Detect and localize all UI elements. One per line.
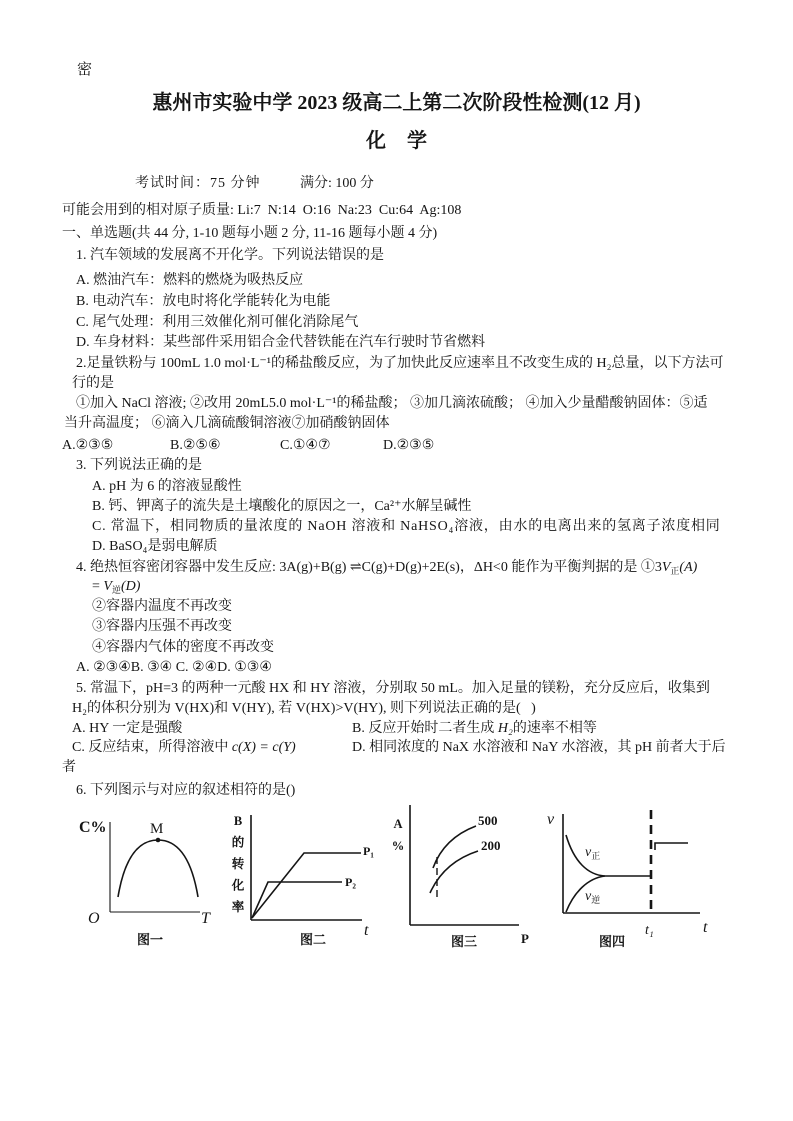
seal-text: 密 (77, 62, 93, 78)
figure-4 (547, 810, 708, 949)
q4-stem-text: 4. 绝热恒容密闭容器中发生反应: 3A(g)+B(g) ⇌C(g)+D(g)+2E(s)，ΔH<0 能作为平衡判据的是 (76, 560, 641, 575)
fig3-x-label: P (521, 931, 529, 946)
q4-item-2-text: ②容器内温度不再改变 (92, 599, 232, 614)
q4-item-1-rate-symbol-2: V (103, 579, 112, 594)
q3-option-c (92, 519, 721, 535)
subject-title-text: 化 学 (366, 130, 427, 152)
full-score-text: 满分: 100 分 (300, 176, 374, 191)
figure-1 (79, 819, 211, 947)
q5-option-d-text-end: 者 (62, 760, 76, 775)
q4-item-1-equals: = (92, 579, 104, 594)
vertical-label-char: B (233, 814, 243, 828)
q2-option-d-text: D.②③⑤ (383, 438, 435, 453)
q4-item-4-text: ④容器内气体的密度不再改变 (92, 640, 274, 655)
fig2-x-label: t (364, 922, 369, 939)
q1-option-a-text: A. 燃油汽车：燃料的燃烧为吸热反应 (76, 273, 304, 288)
full-score (300, 176, 374, 192)
q3-option-c-text: C. 常温下，相同物质的量浓度的 NaOH 溶液和 NaHSO₄溶液，由水的电离出来的氢离子浓度相同 (92, 519, 721, 534)
q1-option-d-text: D. 车身材料：某些部件采用铝合金代替铁能在汽车行驶时节省燃料 (76, 335, 486, 350)
fig1-peak-dot (156, 838, 161, 843)
section-heading-text: 一、单选题(共 44 分, 1-10 题每小题 2 分, 11-16 题每小题 4 分) (62, 226, 438, 241)
q2-option-b-text: B.②⑤⑥ (170, 438, 221, 453)
atomic-masses (62, 203, 461, 219)
fig4-reverse-rate-symbol: v (585, 889, 592, 904)
q4-stem (76, 560, 697, 576)
q2-measures-line-2-text: 当升高温度； ⑥滴入几滴硫酸铜溶液⑦加硝酸钠固体 (64, 416, 390, 431)
fig3-series-500-label: 500 (478, 813, 498, 828)
figure-2 (231, 814, 375, 947)
q4-item-1-lead: ①3 (640, 560, 662, 575)
fig1-x-label: T (201, 910, 210, 927)
q5-option-c-text: C. 反应结束，所得溶液中 (72, 740, 232, 755)
q3-stem (76, 458, 202, 474)
fig4-caption: 图四 (598, 934, 626, 949)
fig4-reverse-rate-label (585, 889, 600, 905)
q2-option-a (62, 438, 113, 454)
q1-option-c-text: C. 尾气处理：利用三效催化剂可催化消除尾气 (76, 315, 359, 330)
q2-measures-line-1-text: ①加入 NaCl 溶液; ②改用 20mL5.0 mol·L⁻¹的稀盐酸； ③加几滴浓硫酸； ④加入少量醋酸钠固体：⑤适 (76, 396, 708, 411)
q4-item-1-rate-symbol: V (661, 560, 671, 575)
fig2-p2-label: P₂ (345, 875, 356, 889)
q2-stem-line-2-text: 行的是 (72, 376, 114, 391)
q4-item-2 (92, 599, 232, 615)
fig4-forward-rate-symbol: v (585, 845, 592, 860)
fig1-origin-label: O (88, 910, 100, 927)
q5-option-b-hydrogen: H₂ (497, 721, 513, 736)
atomic-masses-text: 可能会用到的相对原子质量: Li:7 N:14 O:16 Na:23 Cu:64 Ag:108 (62, 203, 462, 218)
q2-measures-line-2 (64, 416, 390, 432)
q5-option-c (72, 740, 296, 756)
q3-option-d-text: D. BaSO₄是弱电解质 (92, 539, 218, 554)
fig4-t1-label: t₁ (645, 923, 654, 938)
q6-figures (0, 800, 793, 960)
exam-title-text: 惠州市实验中学 2023 级高二上第二次阶段性检测(12 月) (152, 92, 641, 114)
q1-option-c (76, 315, 358, 331)
q5-option-c-expression: c(X) = c(Y) (231, 740, 296, 755)
q5-option-b-text-end: 的速率不相等 (512, 721, 597, 736)
q3-option-b-text: B. 钙、钾离子的流失是土壤酸化的原因之一，Ca²⁺水解呈碱性 (92, 499, 472, 514)
exam-time-text: 考试时间：75 分钟 (135, 176, 261, 191)
q4-item-4 (92, 640, 274, 656)
vertical-label-char: 化 (231, 878, 245, 893)
vertical-label-char: 率 (231, 900, 245, 914)
fig4-x-label: t (703, 919, 708, 936)
q4-item-1-species-d: (D) (120, 579, 141, 594)
q5-option-d-text: D. 相同浓度的 NaX 水溶液和 NaY 水溶液，其 pH 前者大于后 (352, 740, 726, 755)
q2-option-c (280, 438, 331, 454)
q5-option-d-continued (62, 760, 76, 776)
q4-item-1-species-a: (A) (679, 560, 698, 575)
fig4-forward-rate-subscript: 正 (591, 851, 601, 861)
q5-option-d (352, 740, 726, 756)
seal-mark (77, 62, 92, 78)
section-heading (62, 226, 437, 242)
q5-option-b-text: B. 反应开始时二者生成 (352, 721, 498, 736)
vertical-label-char: 的 (231, 835, 245, 850)
q1-option-b (76, 294, 330, 310)
vertical-label-char: A (393, 817, 403, 831)
q1-option-d (76, 335, 485, 351)
exam-time (135, 176, 261, 192)
fig4-y-label: v (547, 811, 555, 828)
q1-option-b-text: B. 电动汽车：放电时将化学能转化为电能 (76, 294, 331, 309)
q3-stem-text: 3. 下列说法正确的是 (76, 458, 202, 473)
q2-option-c-text: C.①④⑦ (280, 438, 331, 453)
q6-stem-text: 6. 下列图示与对应的叙述相符的是() (76, 783, 296, 798)
q3-option-a-text: A. pH 为 6 的溶液显酸性 (92, 479, 242, 494)
fig1-peak-label: M (150, 821, 164, 837)
q3-option-a (92, 479, 242, 495)
figure-3 (392, 805, 529, 949)
fig4-forward-rate-curve (566, 835, 651, 876)
q2-option-d (383, 438, 434, 454)
q1-stem (76, 248, 384, 264)
q4-item-3-text: ③容器内压强不再改变 (92, 619, 232, 634)
q4-item-1-reverse-subscript: 逆 (111, 585, 121, 595)
q2-option-b (170, 438, 221, 454)
q2-measures-line-1 (76, 396, 707, 412)
q5-option-a (72, 721, 182, 737)
q3-option-b (92, 499, 471, 515)
fig2-caption: 图二 (299, 932, 327, 947)
q3-option-d (92, 539, 217, 555)
fig1-caption: 图一 (136, 932, 164, 947)
vertical-label-char: 转 (231, 857, 245, 871)
subject-title (0, 130, 793, 152)
q4-item-3 (92, 619, 232, 635)
q4-options-text: A. ②③④B. ③④ C. ②④D. ①③④ (76, 660, 272, 675)
vertical-label-char: % (391, 839, 405, 853)
q5-stem-line-1 (76, 681, 710, 697)
q4-item-1-forward-subscript: 正 (670, 566, 680, 576)
fig4-after-t1-line (655, 843, 688, 850)
exam-title (0, 92, 793, 114)
q6-figures-svg (0, 800, 793, 960)
q5-option-b (352, 721, 597, 737)
q2-stem-line-1 (76, 356, 724, 372)
q2-stem-line-1-text: 2.足量铁粉与 100mL 1.0 mol·L⁻¹的稀盐酸反应，为了加快此反应速率且不改变生成的 H₂总量，以下方法可 (76, 356, 724, 371)
q5-stem-line-1-text: 5. 常温下，pH=3 的两种一元酸 HX 和 HY 溶液，分别取 50 mL。加入足量的镁粉，充分反应后，收集到 (76, 681, 710, 696)
fig1-curve (118, 840, 198, 897)
q4-item-1-continued (92, 579, 140, 595)
q1-stem-text: 1. 汽车领域的发展离不开化学。下列说法错误的是 (76, 248, 384, 263)
fig2-y-label (231, 814, 245, 914)
fig3-y-label (392, 817, 405, 853)
q2-stem-line-2 (72, 376, 114, 392)
q1-option-a (76, 273, 303, 289)
fig1-y-label: C% (79, 819, 107, 836)
fig4-reverse-rate-subscript: 逆 (591, 895, 601, 905)
q5-option-a-text: A. HY 一定是强酸 (72, 721, 183, 736)
q5-stem-line-2 (72, 701, 536, 717)
q6-stem (76, 783, 295, 799)
q5-stem-line-2-text: H₂的体积分别为 V(HX)和 V(HY), 若 V(HX)>V(HY), 则下列说法正确的是( ) (72, 701, 536, 716)
q4-options (76, 660, 272, 676)
q2-option-a-text: A.②③⑤ (62, 438, 114, 453)
fig2-p1-label: P₁ (363, 844, 374, 858)
fig3-series-200-label: 200 (481, 838, 501, 853)
fig3-caption: 图三 (450, 934, 478, 949)
fig4-forward-rate-label (585, 845, 600, 861)
